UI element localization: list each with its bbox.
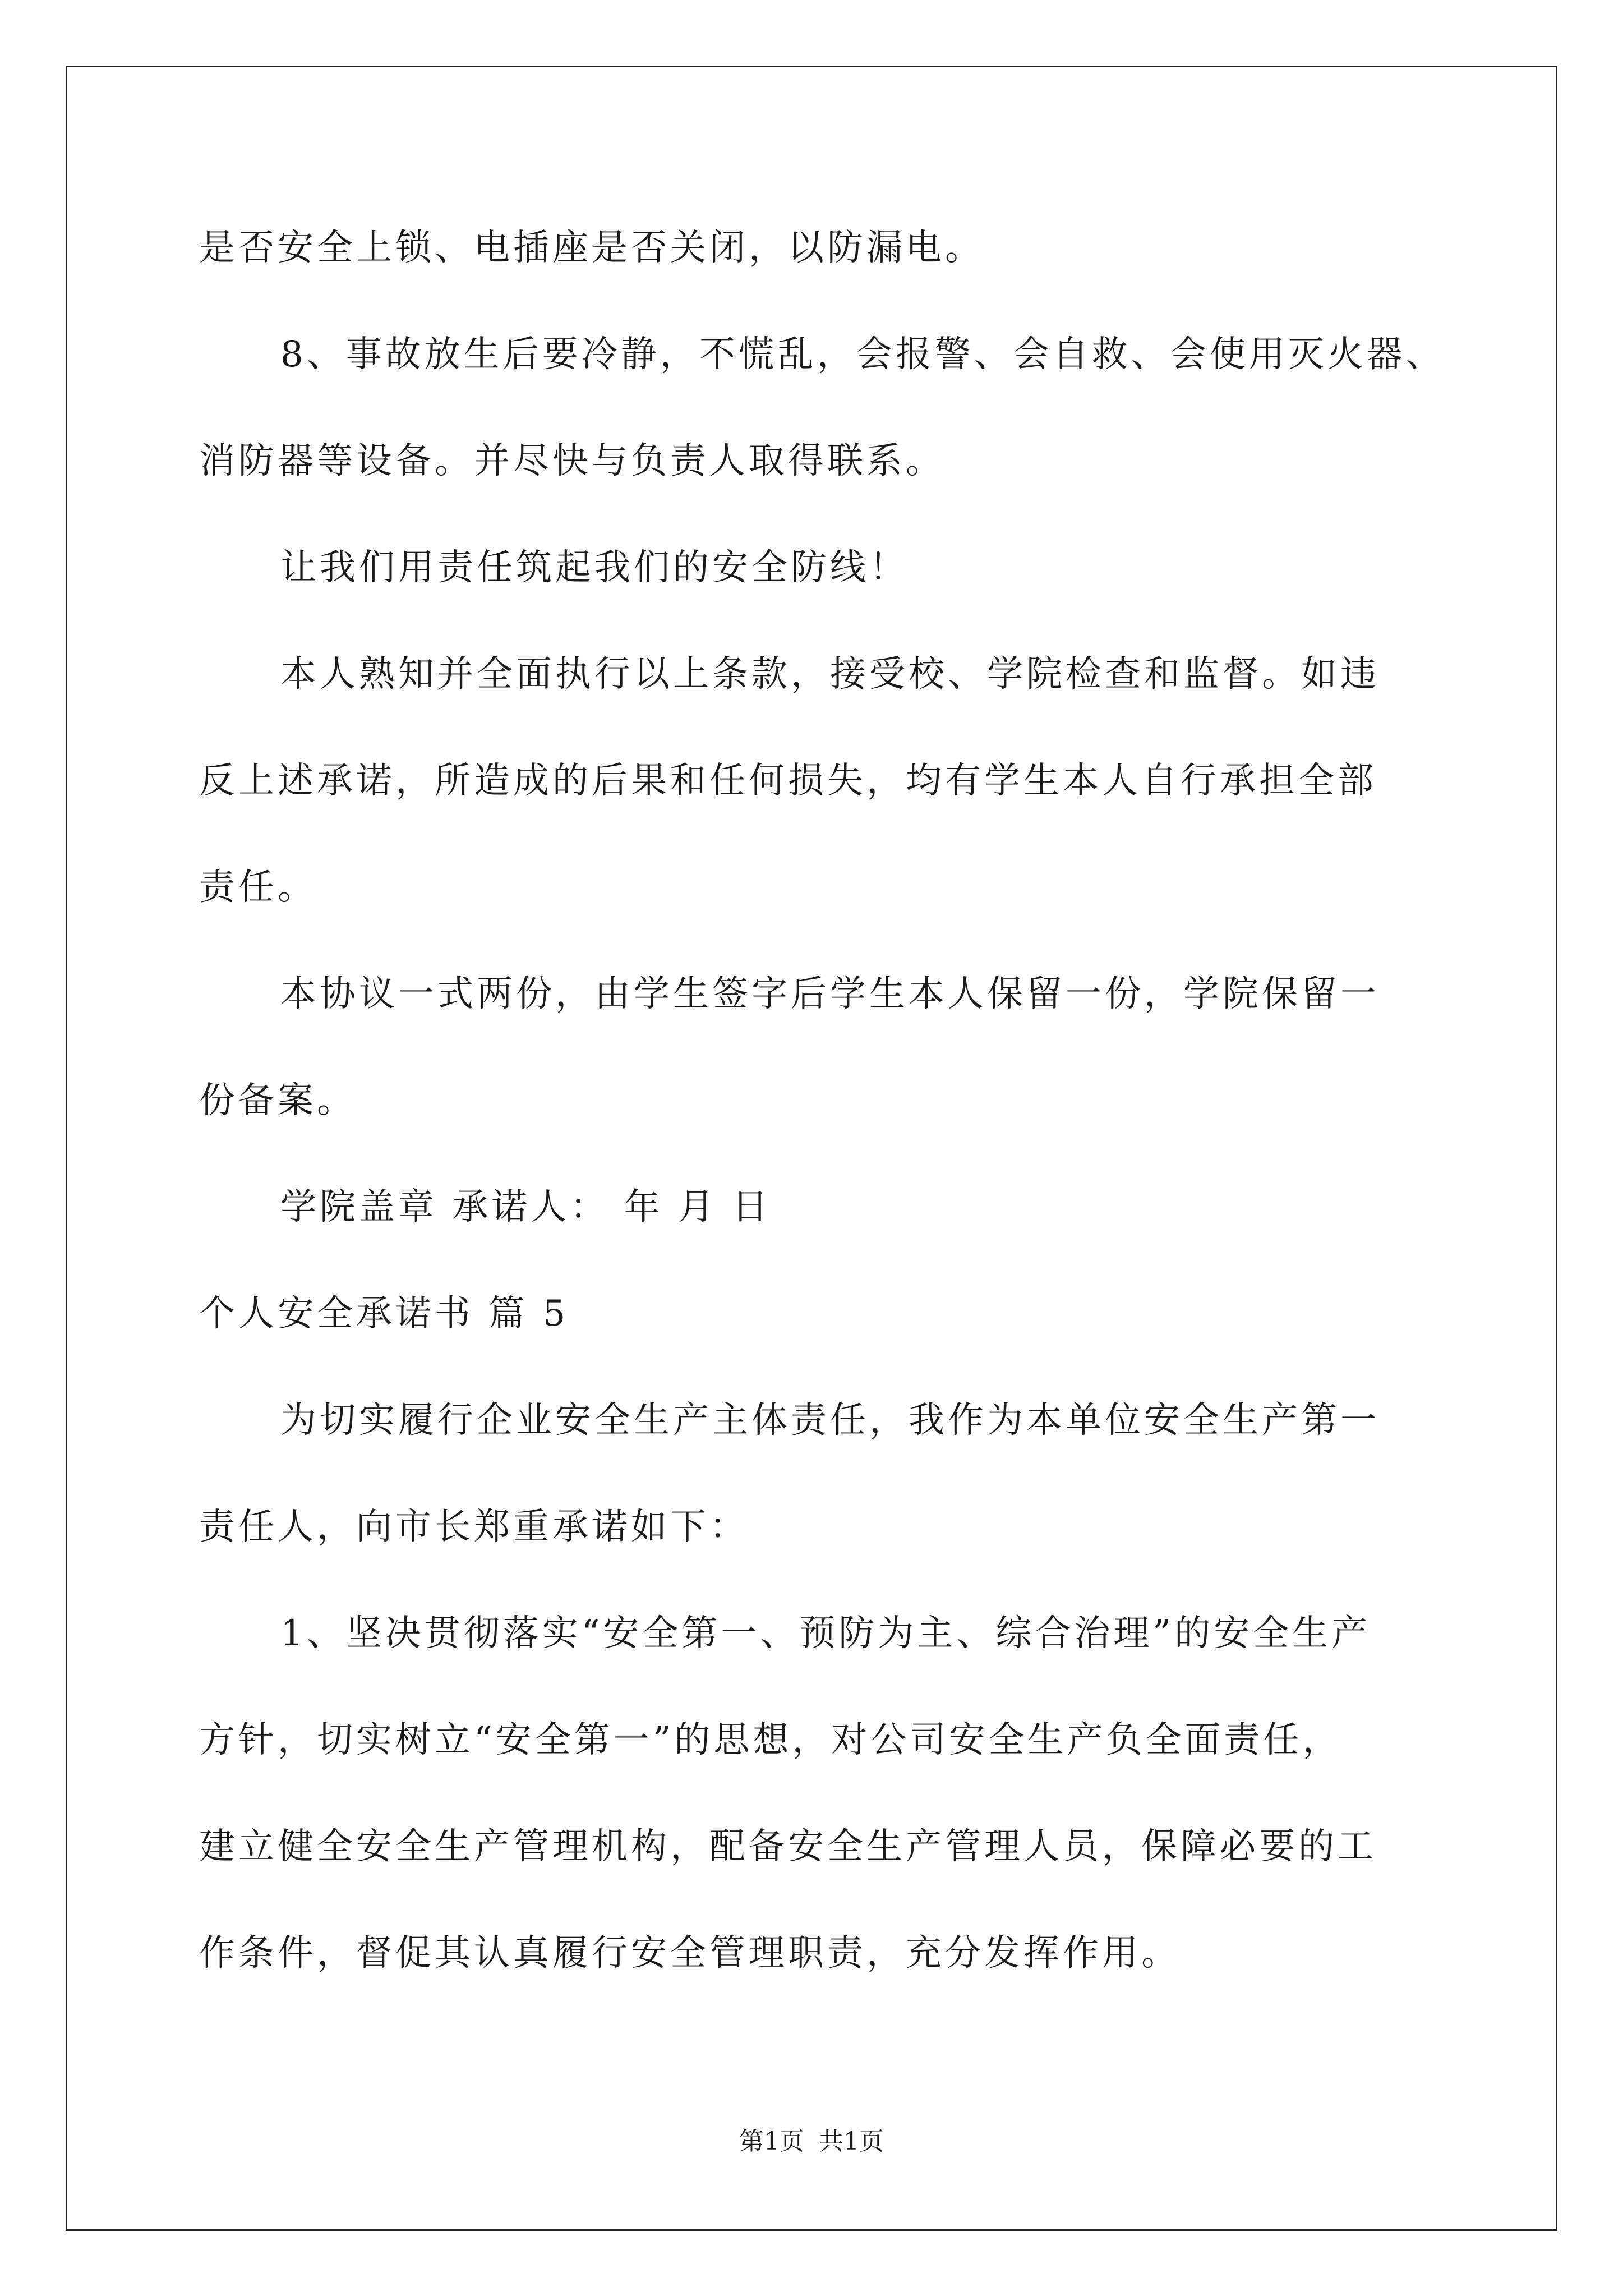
text-line-17: 作条件，督促其认真履行安全管理职责，充分发挥作用。 [199,1932,1181,1974]
page-number: 第1页 [739,2127,804,2156]
text-line-12: 为切实履行企业安全生产主体责任，我作为本单位安全生产第一 [280,1400,1380,1441]
text-line-6: 反上述承诺，所造成的后果和任何损失，均有学生本人自行承担全部 [199,760,1377,802]
text-line-9: 份备案。 [199,1080,356,1121]
page-footer [0,2126,1623,2157]
text-line-1: 是否安全上锁、电插座是否关闭，以防漏电。 [199,227,984,269]
text-line-2: 8、事故放生后要冷静，不慌乱，会报警、会自救、会使用灭火器、 [280,334,1445,375]
signature-line: 学院盖章 承诺人： 年 月 日 [280,1186,772,1228]
text-line-4: 让我们用责任筑起我们的安全防线！ [280,547,909,588]
page-border [66,66,1557,2231]
text-line-13: 责任人，向市长郑重承诺如下： [199,1506,749,1548]
text-line-8: 本协议一式两份，由学生签字后学生本人保留一份，学院保留一 [280,973,1380,1015]
text-line-15: 方针，切实树立“安全第一”的思想，对公司安全生产负全面责任， [199,1719,1342,1761]
section-heading: 个人安全承诺书 篇 5 [199,1293,569,1335]
text-line-14: 1、坚决贯彻落实“安全第一、预防为主、综合治理”的安全生产 [280,1613,1371,1654]
page-total: 共1页 [819,2127,884,2156]
text-line-16: 建立健全安全生产管理机构，配备安全生产管理人员，保障必要的工 [199,1826,1377,1867]
text-line-3: 消防器等设备。并尽快与负责人取得联系。 [199,440,945,482]
text-line-7: 责任。 [199,867,317,908]
text-line-5: 本人熟知并全面执行以上条款，接受校、学院检查和监督。如违 [280,654,1380,695]
